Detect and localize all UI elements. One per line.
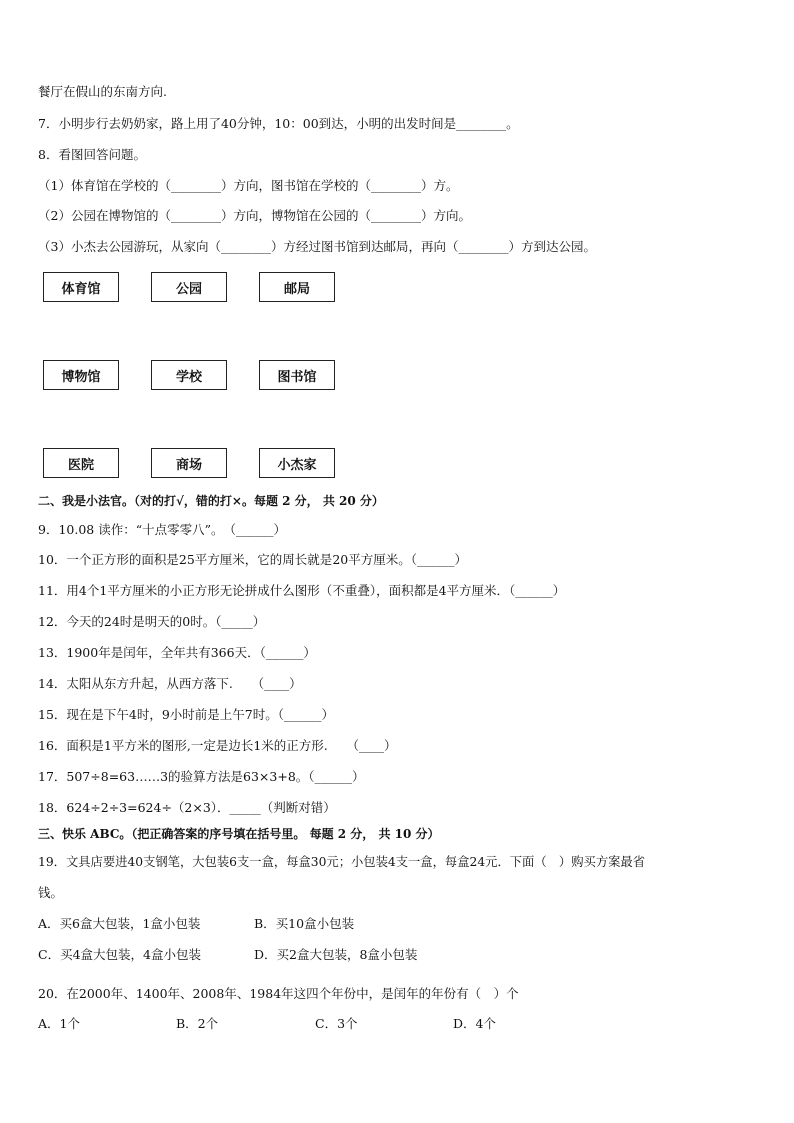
map-box-mall: 商场 xyxy=(151,448,227,478)
question-7: 7．小明步行去奶奶家，路上用了40分钟，10：00到达，小明的出发时间是________。 xyxy=(38,116,519,131)
map-box-xiaojie-home: 小杰家 xyxy=(259,448,335,478)
judge-item-16: 16．面积是1平方米的图形,一定是边长1米的正方形. （____） xyxy=(38,738,397,753)
judge-item-11: 11．用4个1平方厘米的小正方形无论拼成什么图形（不重叠），面积都是4平方厘米．（______） xyxy=(38,583,566,598)
map-box-hospital: 医院 xyxy=(43,448,119,478)
judge-item-14: 14．太阳从东方升起，从西方落下. （____） xyxy=(38,676,302,691)
question-20-option-c: C．3个 xyxy=(315,1016,358,1031)
map-box-post-office: 邮局 xyxy=(259,272,335,302)
map-box-library: 图书馆 xyxy=(259,360,335,390)
question-19-line1: 19．文具店要进40支钢笔，大包装6支一盒，每盒30元；小包装4支一盒，每盒24元．下面（ ）购买方案最省 xyxy=(38,855,646,869)
question-20-option-d: D．4个 xyxy=(453,1016,496,1031)
question-8-sub2: （2）公园在博物馆的（________）方向，博物馆在公园的（________）方向。 xyxy=(38,208,471,223)
judge-item-17: 17．507÷8=63……3的验算方法是63×3+8。（______） xyxy=(38,769,365,784)
map-box-park: 公园 xyxy=(151,272,227,302)
map-box-school: 学校 xyxy=(151,360,227,390)
judge-item-13: 13．1900年是闰年，全年共有366天．（______） xyxy=(38,645,316,660)
question-19-option-d: D．买2盒大包装，8盒小包装 xyxy=(254,947,418,962)
question-19-option-a: A．买6盒大包装，1盒小包装 xyxy=(38,916,201,931)
section-2-heading: 二、我是小法官。（对的打√，错的打×。每题 2 分， 共 20 分） xyxy=(38,494,384,508)
question-19-line2: 钱。 xyxy=(38,885,64,900)
question-19-option-c: C．买4盒大包装，4盒小包装 xyxy=(38,947,201,962)
top-line: 餐厅在假山的东南方向. xyxy=(38,84,167,99)
judge-item-9: 9．10.08 读作：“十点零零八”。 （______） xyxy=(38,522,286,537)
question-19-option-b: B．买10盒小包装 xyxy=(254,916,355,931)
map-box-gym: 体育馆 xyxy=(43,272,119,302)
question-8-title: 8．看图回答问题。 xyxy=(38,147,146,162)
judge-item-18: 18．624÷2÷3=624÷（2×3）．_____（判断对错） xyxy=(38,800,336,815)
question-20-option-b: B．2个 xyxy=(176,1016,219,1031)
question-8-sub3: （3）小杰去公园游玩，从家向（________）方经过图书馆到达邮局，再向（________）方到达公园。 xyxy=(38,239,596,254)
judge-item-15: 15．现在是下午4时，9小时前是上午7时。（______） xyxy=(38,707,335,722)
map-box-museum: 博物馆 xyxy=(43,360,119,390)
question-20-option-a: A．1个 xyxy=(38,1016,80,1031)
judge-item-12: 12．今天的24时是明天的0时。（_____） xyxy=(38,614,266,629)
question-8-sub1: （1）体育馆在学校的（________）方向，图书馆在学校的（________）方。 xyxy=(38,178,459,193)
judge-item-10: 10．一个正方形的面积是25平方厘米，它的周长就是20平方厘米。（______） xyxy=(38,552,467,567)
question-20-stem: 20．在2000年、1400年、2008年、1984年这四个年份中，是闰年的年份有（ ）个 xyxy=(38,986,519,1001)
section-3-heading: 三、快乐 ABC。（把正确答案的序号填在括号里。 每题 2 分， 共 10 分） xyxy=(38,827,440,841)
